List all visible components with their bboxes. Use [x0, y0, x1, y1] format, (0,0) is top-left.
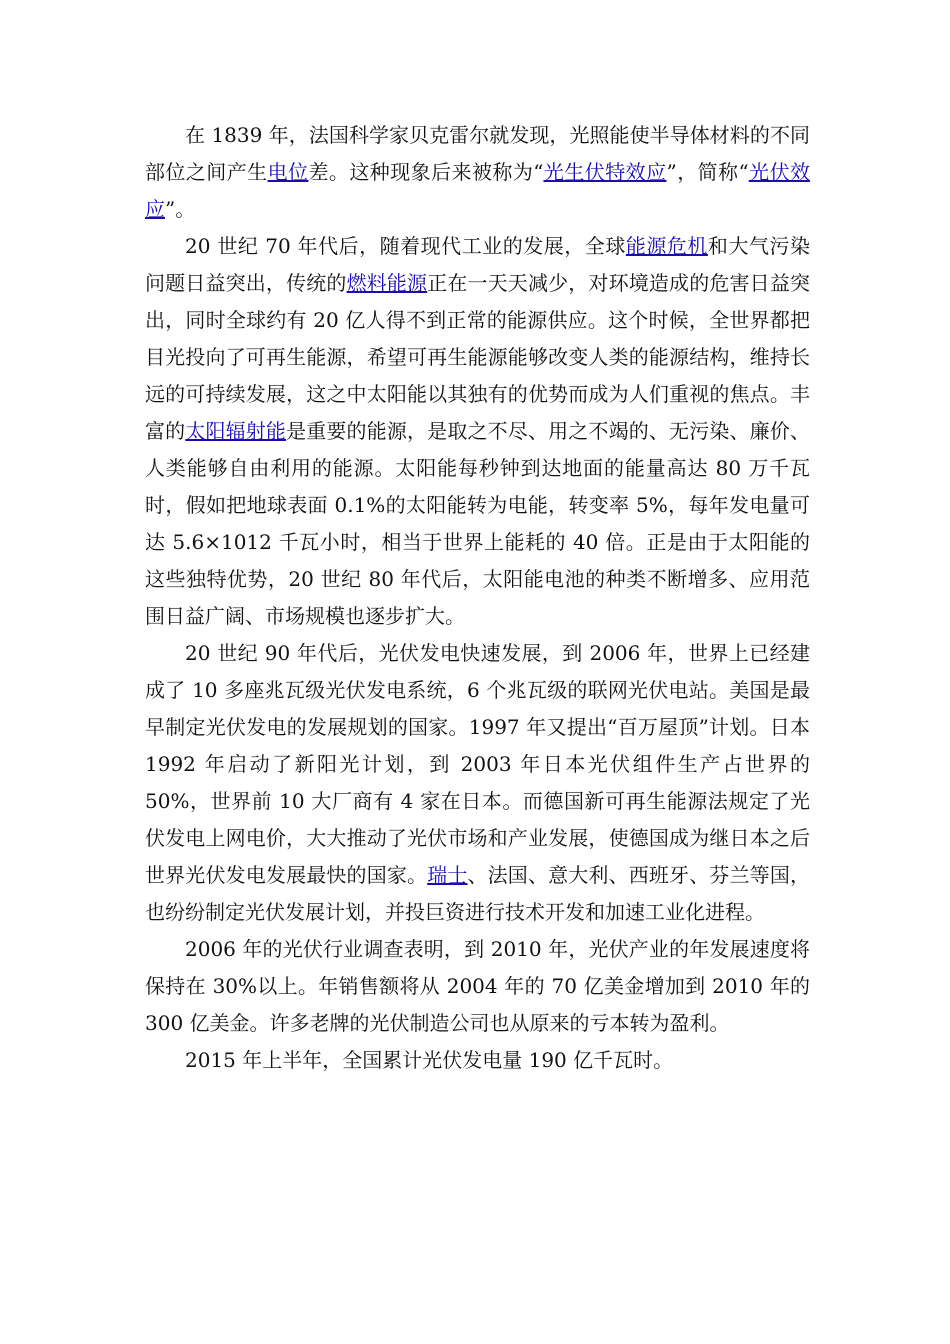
link-photovoltaic-effect-full[interactable]: 光生伏特效应	[543, 160, 667, 184]
paragraph-energy-crisis	[145, 228, 810, 635]
text-run: ”，简称“	[666, 160, 749, 184]
link-energy-crisis[interactable]: 能源危机	[625, 234, 708, 258]
link-solar-radiation-energy[interactable]: 太阳辐射能	[185, 419, 287, 443]
text-run: ”。	[165, 197, 196, 221]
text-run: 正在一天天减少，对环境造成的危害日益突出，同时全球约有 20 亿人得不到正常的能源供应。这个时候，全世界都把目光投向了可再生能源，希望可再生能源能够改变人类的能源结构，维持长远的可持续发展，这之中太阳能以其独有的优势而成为人们重视的焦点。丰富的	[145, 271, 810, 443]
text-run: 2006 年的光伏行业调查表明，到 2010 年，光伏产业的年发展速度将保持在 30%以上。年销售额将从 2004 年的 70 亿美金增加到 2010 年的 300 亿美金。许多老牌的光伏制造公司也从原来的亏本转为盈利。	[145, 937, 810, 1035]
text-run: 差。这种现象后来被称为“	[308, 160, 544, 184]
text-run: 20 世纪 90 年代后，光伏发电快速发展，到 2006 年，世界上已经建成了 10 多座兆瓦级光伏发电系统，6 个兆瓦级的联网光伏电站。美国是最早制定光伏发电的发展规划的国家。1997 年又提出“百万屋顶”计划。日本 1992 年启动了新阳光计划，到 2003 年日本光伏组件生产占世界的 50%，世界前 10 大厂商有 4 家在日本。而德国新可再生能源法规定了光伏发电上网电价，大大推动了光伏市场和产业发展，使德国成为继日本之后世界光伏发电发展最快的国家。	[145, 641, 810, 887]
text-run: 和大气污染问题日益突出，传统的	[145, 234, 810, 295]
paragraph-pv-development	[145, 635, 810, 931]
text-run: 20 世纪 70 年代后，随着现代工业的发展，全球	[185, 234, 626, 258]
paragraph-industry-survey	[145, 931, 810, 1042]
text-run: 是重要的能源，是取之不尽、用之不竭的、无污染、廉价、人类能够自由利用的能源。太阳能每秒钟到达地面的能量高达 80 万千瓦时，假如把地球表面 0.1%的太阳能转为电能，转变率 5%，每年发电量可达 5.6×1012 千瓦小时，相当于世界上能耗的 40 倍。正是由于太阳能的这些独特优势，20 世纪 80 年代后，太阳能电池的种类不断增多、应用范围日益广阔、市场规模也逐步扩大。	[145, 419, 810, 628]
text-run: 在 1839 年，法国科学家贝克雷尔就发现，光照能使半导体材料的不同部位之间产生	[145, 123, 810, 184]
link-switzerland[interactable]: 瑞士	[427, 863, 468, 887]
document-body	[145, 117, 810, 1079]
link-photovoltaic-effect[interactable]: 光伏效应	[145, 160, 811, 221]
link-fuel-energy[interactable]: 燃料能源	[346, 271, 428, 295]
paragraph-2015-generation	[145, 1042, 810, 1079]
paragraph-photovoltaic-discovery	[145, 117, 810, 228]
link-electric-potential[interactable]: 电位	[267, 160, 309, 184]
text-run: 、法国、意大利、西班牙、芬兰等国，也纷纷制定光伏发展计划，并投巨资进行技术开发和加速工业化进程。	[145, 863, 810, 924]
text-run: 2015 年上半年，全国累计光伏发电量 190 亿千瓦时。	[185, 1048, 674, 1072]
